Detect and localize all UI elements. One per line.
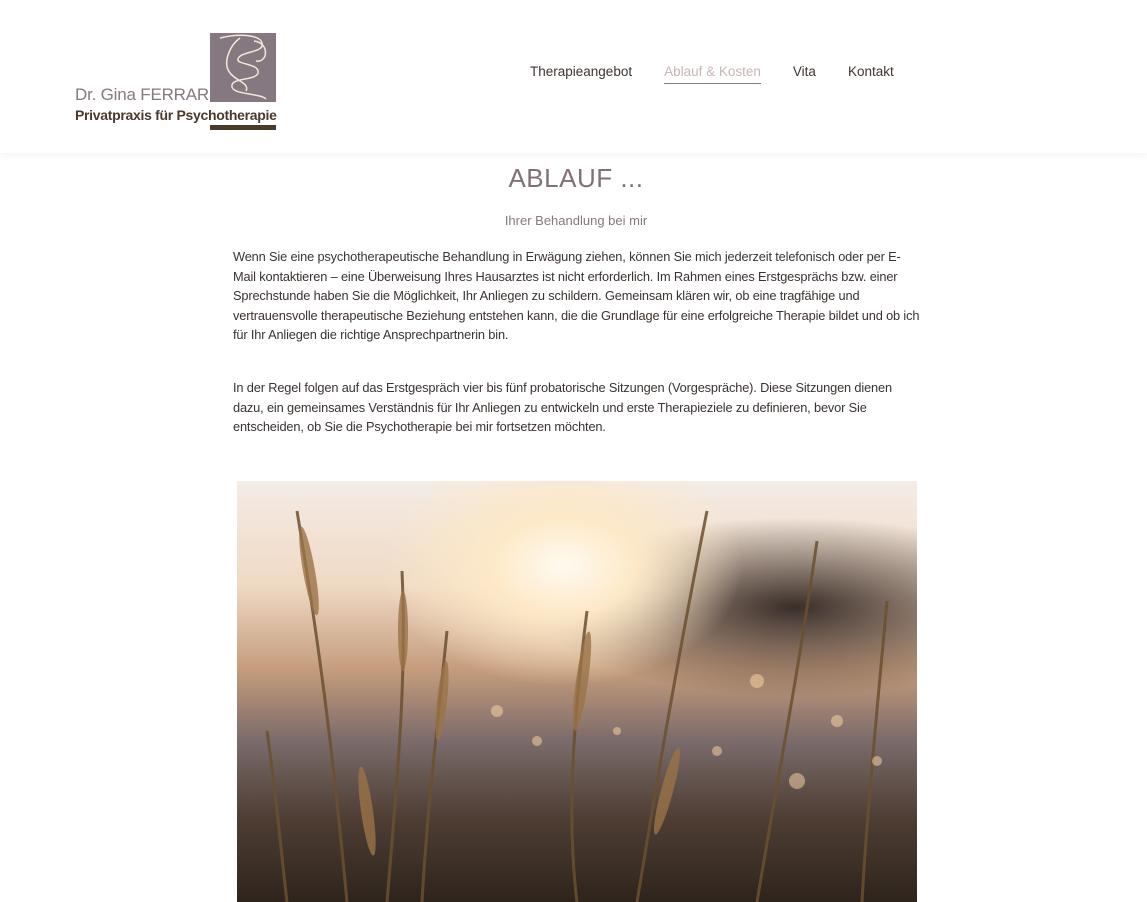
logo-subtitle: Privatpraxis für Psychotherapie	[75, 107, 277, 123]
nav-vita[interactable]: Vita	[792, 64, 816, 79]
nav-kontakt[interactable]: Kontakt	[847, 64, 894, 79]
nav-therapieangebot[interactable]: Therapieangebot	[530, 64, 633, 79]
intro-paragraph: Wenn Sie eine psychotherapeutische Behandlung in Erwägung ziehen, können Sie mich jederzeit telefonisch oder per E-Mail kontaktieren – eine Überweisung Ihres Hausarztes ist nicht erforderlich. Im Rahmen eines Erstgesprächs bzw. einer Sprechstunde haben Sie die Möglichkeit, Ihr Anliegen zu schildern. Gemeinsam klären wir, ob eine tragfähige und vertrauensvolle therapeutische Beziehung entstehen kann, die die Grundlage für eine erfolgreiche Therapie bildet und ob ich für Ihr Anliegen die richtige Ansprechpartnerin bin.	[233, 249, 920, 343]
main-nav	[530, 64, 894, 84]
page-title: ABLAUF ...	[508, 163, 644, 193]
logo-bar	[210, 125, 276, 130]
process-paragraph: In der Regel folgen auf das Erstgespräch vier bis fünf probatorische Sitzungen (Vorgespräche). Diese Sitzungen dienen dazu, ein gemeinsames Verständnis für Ihr Anliegen zu entwickeln und erste Therapieziele zu definieren, bevor Sie entscheiden, ob Sie die Psychotherapie bei mir fortsetzen möchten.	[233, 380, 892, 435]
grass-stalks-illustration	[237, 481, 917, 902]
site-header	[0, 0, 1147, 153]
nav-ablauf-kosten[interactable]: Ablauf & Kosten	[664, 64, 761, 84]
grass-sunset-photo	[237, 481, 917, 902]
logo[interactable]	[75, 32, 277, 132]
logo-name: Dr. Gina FERRARI	[75, 85, 214, 104]
logo-mark-icon	[210, 33, 276, 102]
page-subtitle: Ihrer Behandlung bei mir	[504, 213, 648, 228]
